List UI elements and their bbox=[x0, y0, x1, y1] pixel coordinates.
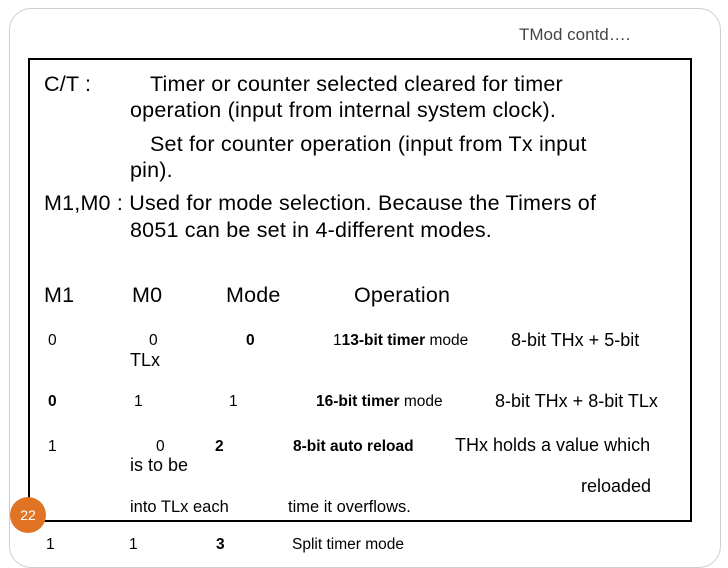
row0-op-suffix: mode bbox=[425, 332, 469, 349]
ct-line2: operation (input from internal system clock). bbox=[130, 98, 557, 122]
ct-line1: Timer or counter selected cleared for timer bbox=[150, 72, 563, 96]
row1-m0: 1 bbox=[134, 393, 143, 410]
row2-desc: THx holds a value which bbox=[455, 435, 651, 455]
row3-mode: 3 bbox=[216, 536, 225, 553]
row2-desc-cont2: reloaded bbox=[581, 476, 652, 496]
row1-mode: 1 bbox=[229, 393, 238, 410]
row2-m0: 0 bbox=[156, 438, 165, 455]
row2-desc-cont3a: into TLx each bbox=[130, 498, 229, 516]
content-box bbox=[28, 58, 692, 522]
row0-desc: 8-bit THx + 5-bit bbox=[511, 330, 640, 350]
row0-m1: 0 bbox=[48, 332, 57, 349]
row3-m0: 1 bbox=[129, 536, 138, 553]
row0-op-bold: 13-bit timer bbox=[341, 332, 426, 349]
row2-mode: 2 bbox=[215, 438, 224, 455]
row0-operation bbox=[333, 332, 468, 350]
ct-label: C/T : bbox=[44, 72, 92, 96]
row0-mode: 0 bbox=[246, 332, 255, 349]
row2-operation: 8-bit auto reload bbox=[293, 438, 414, 455]
m1m0-line1: M1,M0 : Used for mode selection. Because the Timers of bbox=[44, 191, 597, 215]
header-m0: M0 bbox=[132, 283, 163, 307]
row1-op-bold: 16-bit timer bbox=[316, 393, 400, 410]
row1-m1: 0 bbox=[48, 393, 57, 410]
m1m0-line2: 8051 can be set in 4-different modes. bbox=[130, 218, 492, 242]
header-operation: Operation bbox=[354, 283, 451, 307]
slide-number-badge: 22 bbox=[10, 497, 46, 533]
ct-line4: pin). bbox=[130, 158, 173, 182]
row3-operation: Split timer mode bbox=[292, 536, 404, 553]
row2-desc-cont3b: time it overflows. bbox=[288, 498, 411, 516]
row1-desc: 8-bit THx + 8-bit TLx bbox=[495, 391, 658, 411]
row3-m1: 1 bbox=[46, 536, 55, 553]
row1-op-suffix: mode bbox=[399, 393, 443, 410]
ct-line3: Set for counter operation (input from Tx input bbox=[150, 132, 587, 156]
row0-desc-cont: TLx bbox=[130, 350, 161, 370]
row0-op-prefix: 1 bbox=[333, 332, 342, 349]
header-mode: Mode bbox=[226, 283, 281, 307]
row1-operation bbox=[316, 393, 443, 411]
slide-title: TMod contd…. bbox=[519, 25, 631, 44]
header-m1: M1 bbox=[44, 283, 75, 307]
row2-m1: 1 bbox=[48, 438, 57, 455]
row0-m0: 0 bbox=[149, 332, 158, 349]
row2-desc-cont: is to be bbox=[130, 455, 189, 475]
